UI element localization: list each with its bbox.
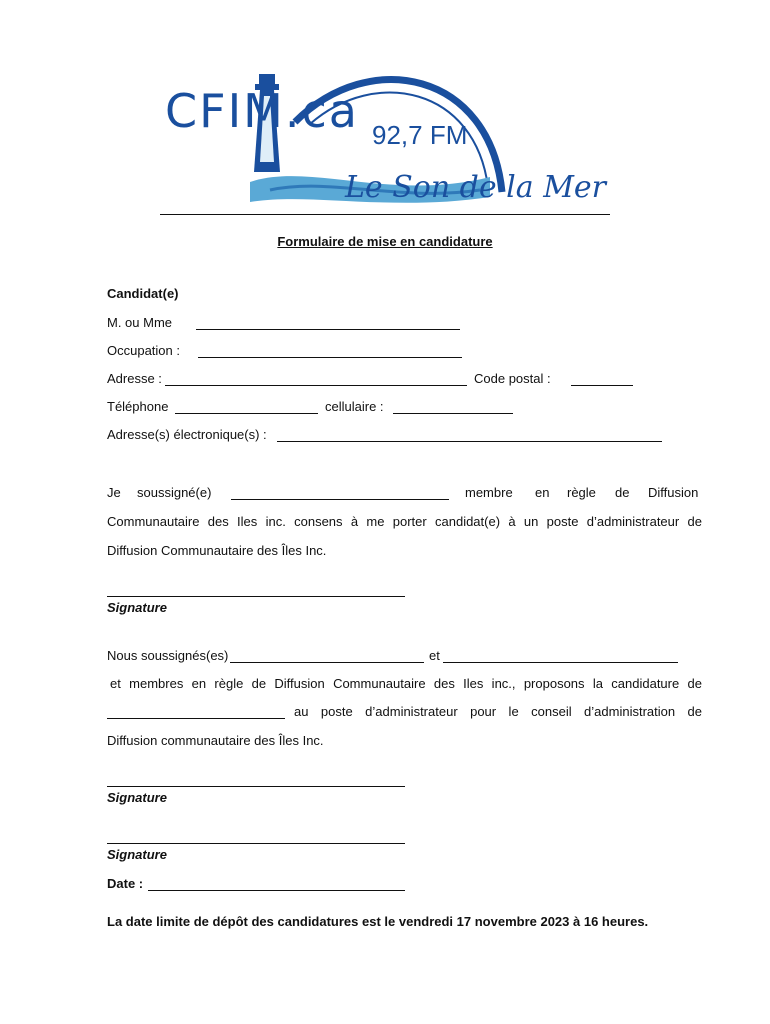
logo-slogan: Le Son de la Mer	[345, 170, 607, 205]
sponsor-2-field[interactable]	[443, 662, 678, 663]
logo-brand: CFIM.ca	[165, 84, 359, 138]
decl-membre: membre	[465, 485, 513, 500]
cell-label: cellulaire :	[325, 399, 384, 414]
sponsors-line-3: au poste d’administrateur pour le conseil d’administration de	[294, 704, 702, 719]
date-label: Date :	[107, 876, 144, 891]
decl-line-3: Diffusion Communautaire des Îles Inc.	[107, 543, 327, 558]
sponsors-line-2: et membres en règle de Diffusion Communautaire des Iles inc., proposons la candidature de	[110, 676, 702, 691]
phone-label: Téléphone	[107, 399, 169, 414]
name-label: M. ou Mme	[107, 315, 173, 330]
sponsors-label: Nous soussignés(es)	[107, 648, 229, 663]
address-label: Adresse :	[107, 371, 162, 386]
decl-line-2: Communautaire des Iles inc. consens à me porter candidat(e) à un poste d’administrateur de	[107, 514, 702, 529]
postal-label: Code postal :	[474, 371, 551, 386]
header-rule	[160, 214, 610, 215]
sponsors-line-4: Diffusion communautaire des Îles Inc.	[107, 733, 324, 748]
occupation-field[interactable]	[198, 357, 462, 358]
signature-label-1: Signature	[107, 600, 167, 615]
date-field[interactable]	[148, 890, 405, 891]
decl-je: Je	[107, 485, 121, 500]
decl-en: en	[535, 485, 550, 500]
postal-field[interactable]	[571, 385, 633, 386]
decl-regle: règle	[567, 485, 596, 500]
email-field[interactable]	[277, 441, 662, 442]
phone-field[interactable]	[175, 413, 318, 414]
logo-frequency: 92,7 FM	[372, 120, 468, 150]
occupation-label: Occupation :	[107, 343, 180, 358]
name-field[interactable]	[196, 329, 460, 330]
sponsor-1-field[interactable]	[230, 662, 424, 663]
email-label: Adresse(s) électronique(s) :	[107, 427, 267, 442]
signature-label-3: Signature	[107, 847, 167, 862]
form-title: Formulaire de mise en candidature	[277, 234, 493, 249]
signature-line-3[interactable]	[107, 843, 405, 844]
decl-diffusion: Diffusion	[648, 485, 699, 500]
sponsors-et: et	[429, 648, 440, 663]
signature-line-2[interactable]	[107, 786, 405, 787]
cell-field[interactable]	[393, 413, 513, 414]
deadline-notice: La date limite de dépôt des candidatures est le vendredi 17 novembre 2023 à 16 heures.	[107, 914, 649, 929]
nominee-field[interactable]	[107, 718, 285, 719]
signature-label-2: Signature	[107, 790, 167, 805]
decl-de: de	[615, 485, 630, 500]
candidate-name-field[interactable]	[231, 499, 449, 500]
signature-line-1[interactable]	[107, 596, 405, 597]
section-candidate-heading: Candidat(e)	[107, 286, 179, 301]
address-field[interactable]	[165, 385, 467, 386]
decl-soussigne: soussigné(e)	[137, 485, 212, 500]
